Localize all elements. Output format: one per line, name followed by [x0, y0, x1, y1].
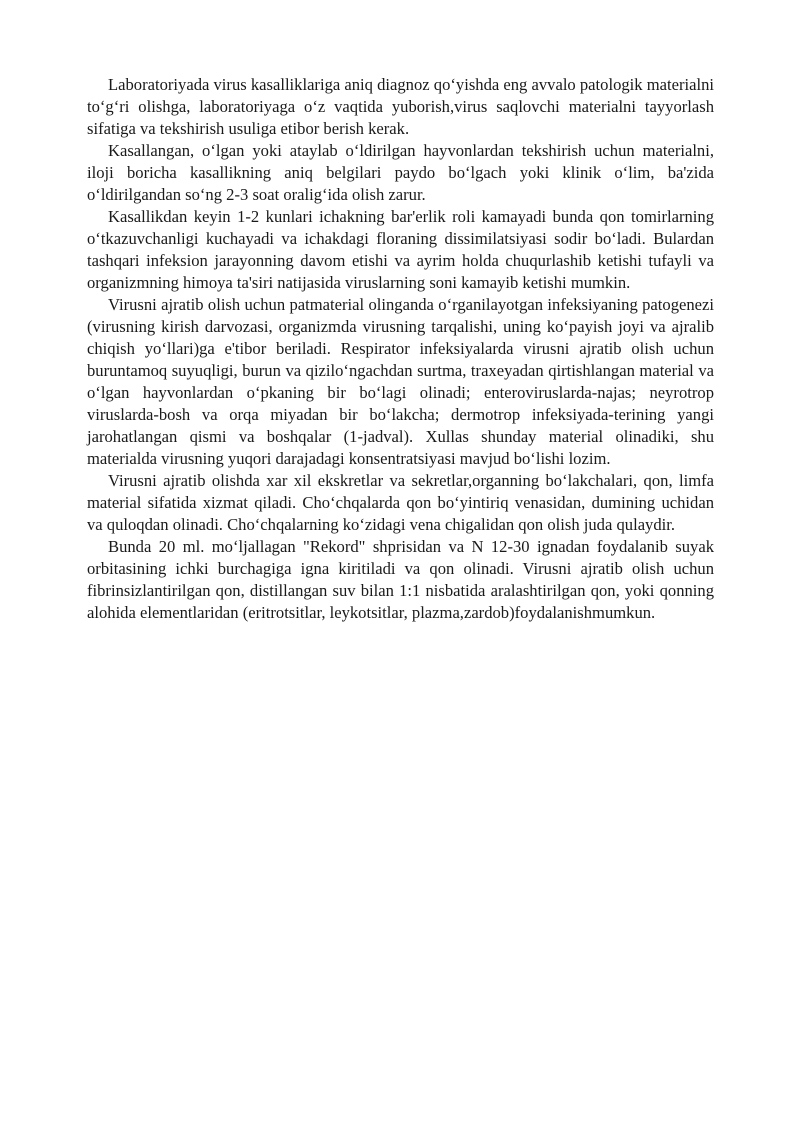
paragraph-3: Kasallikdan keyin 1-2 kunlari ichakning bar'erlik roli kamayadi bunda qon tomirlarning o‘tkazuvchanligi kuchayadi va ichakdagi floraning dissimilatsiyasi sodir bo‘ladi. Bulardan tashqari infeksion jarayonning davom etishi va ayrim holda chuqurlashib ketishi tufayli va organizmning himoya ta'siri natijasida viruslarning soni kamayib ketishi mumkin.: [87, 207, 714, 292]
document-page: [87, 74, 714, 624]
paragraph-6: Bunda 20 ml. mo‘ljallagan "Rekord" shprisidan va N 12-30 ignadan foydalanib suyak orbitasining ichki burchagiga igna kiritiladi va qon olinadi. Virusni ajratib olish uchun fibrinsizlantirilgan qon, distillangan suv bilan 1:1 nisbatida aralashtirilgan qon, yoki qonning alohida elementlaridan (eritrotsitlar, leykotsitlar, plazma,zardob)foydalanishmumkun.: [87, 537, 714, 622]
paragraph-5: Virusni ajratib olishda xar xil ekskretlar va sekretlar,organning bo‘lakchalari, qon, limfa material sifatida xizmat qiladi. Cho‘chqalarda qon bo‘yintiriq venasidan, dumining uchidan va quloqdan olinadi. Cho‘chqalarning ko‘zidagi vena chigalidan qon olish juda qulaydir.: [87, 471, 714, 534]
paragraph-4: Virusni ajratib olish uchun patmaterial olinganda o‘rganilayotgan infeksiyaning patogenezi (virusning kirish darvozasi, organizmda virusning tarqalishi, uning ko‘payish joyi va ajralib chiqish yo‘llari)ga e'tibor beriladi. Respirator infeksiyalarda virusni ajratib olish uchun buruntamoq suyuqligi, burun va qizilo‘ngachdan surtma, traxeyadan qirtishlangan material va o‘lgan hayvonlardan o‘pkaning bir bo‘lagi olinadi; enteroviruslarda-najas; neyrotrop viruslarda-bosh va orqa miyadan bir bo‘lakcha; dermotrop infeksiyada-terining yangi jarohatlangan qismi va boshqalar (1-jadval). Xullas shunday material olinadiki, shu materialda virusning yuqori darajadagi konsentratsiyasi mavjud bo‘lishi lozim.: [87, 295, 714, 468]
paragraph-2: Kasallangan, o‘lgan yoki ataylab o‘ldirilgan hayvonlardan tekshirish uchun materialni, iloji boricha kasallikning aniq belgilari paydo bo‘lgach yoki klinik o‘lim, ba'zida o‘ldirilgandan so‘ng 2-3 soat oralig‘ida olish zarur.: [87, 141, 714, 204]
paragraph-1: Laboratoriyada virus kasalliklariga aniq diagnoz qo‘yishda eng avvalo patologik materialni to‘g‘ri olishga, laboratoriyaga o‘z vaqtida yuborish,virus saqlovchi materialni tayyorlash sifatiga va tekshirish usuliga etibor berish kerak.: [87, 75, 714, 138]
